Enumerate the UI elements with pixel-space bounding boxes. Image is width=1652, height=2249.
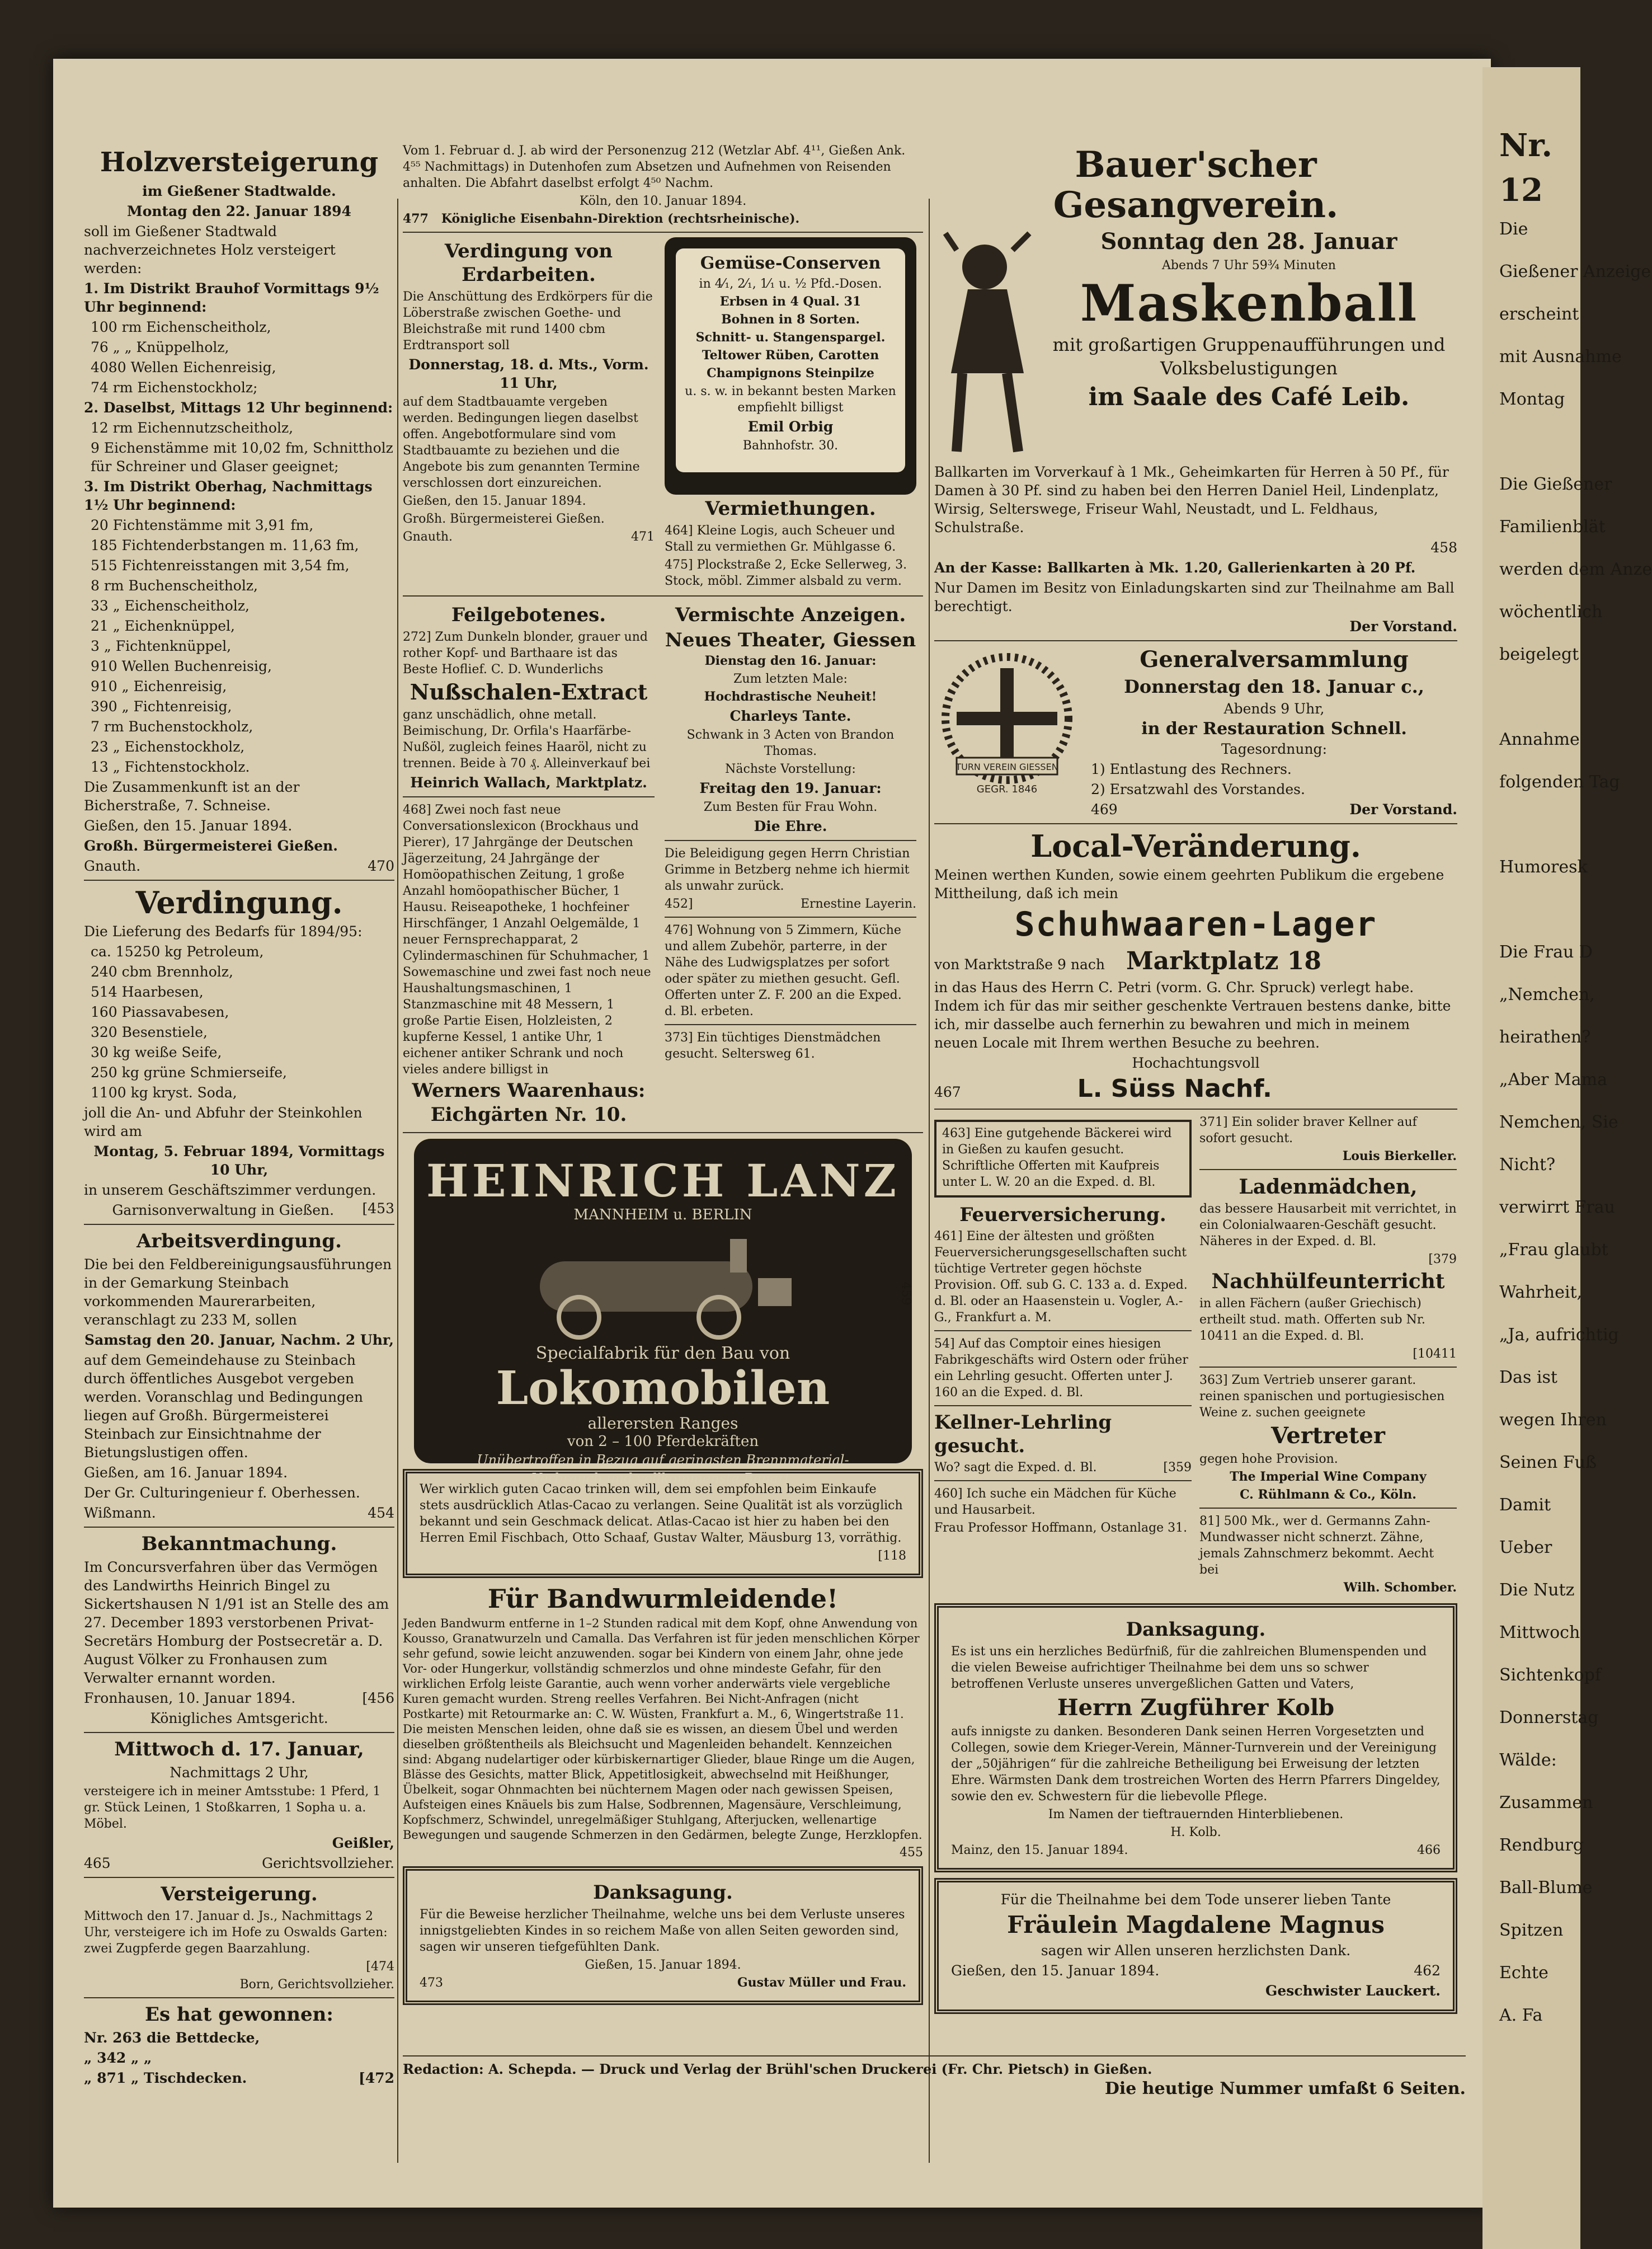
mit-role: Gerichtsvollzieher. (262, 1855, 394, 1871)
list-item: 7 rm Buchenstockholz, (91, 719, 253, 735)
adjacent-line (1499, 899, 1580, 941)
kell-text: Wo? sagt die Exped. d. Bl. (934, 1461, 1097, 1475)
adjacent-line: Gießener Anzeige (1499, 262, 1651, 281)
ver-intro: Die Lieferung des Bedarfs für 1894/95: (84, 923, 363, 940)
nuss-name: Heinrich Wallach, Marktplatz. (410, 774, 647, 791)
list-item: 3 „ Fichtenknüppel, (91, 638, 232, 654)
ad-number: 465 (84, 1855, 111, 1871)
gem-line: Erbsen in 4 Qual. (719, 294, 840, 309)
adjacent-line: werden dem Anze (1499, 560, 1652, 579)
adjacent-line: „Ja, aufrichtig (1499, 1325, 1619, 1345)
nach-title: Nachhülfeunterricht (1211, 1270, 1445, 1293)
dank3-text: Es ist uns ein herzliches Bedürfniß, für die zahlreichen Blumenspenden und die vielen Beweise aufrichtiger Theilnahme bei dem uns so schwer betroffenen Verluste unseres unvergeßlichen Gatten und Vaters, (951, 1645, 1427, 1691)
adjacent-line: Die Gießener (1499, 475, 1612, 494)
gem-line: Bohnen in 8 Sorten. (721, 312, 860, 327)
list-item: 30 kg weiße Seife, (91, 1044, 222, 1060)
bauer-details: Ballkarten im Vorverkauf à 1 Mk., Geheimkarten für Herren à 50 Pf., für Damen à 30 Pf. sind zu haben bei den Herren Daniel Heil, Lindenplatz, Wirsig, Selterswege, Friseur Wahl, Neustadt, und L. Feldhaus, Schulstraße. (934, 464, 1449, 536)
loc-to: Marktplatz 18 (1126, 947, 1322, 975)
adjacent-line: Wahrheit, (1499, 1283, 1583, 1302)
adjacent-line: Ueber (1499, 1538, 1552, 1557)
adjacent-line: Ball-Blume (1499, 1878, 1593, 1898)
loc-shop: Schuhwaaren-Lager (1014, 905, 1377, 944)
gem-title: Gemüse-Conserven (700, 253, 881, 273)
gen-ad (934, 646, 1457, 819)
list-item: 515 Fichtenreisstangen mit 3,54 fm, (91, 557, 350, 574)
erd-title: Verdingung von Erdarbeiten. (444, 240, 613, 286)
adjacent-line: „Nemchen, (1499, 985, 1595, 1004)
bauer-place: im Saale des Café Leib. (1088, 383, 1410, 411)
list-item: 1) Entlastung des Rechners. (1091, 761, 1292, 777)
top-sign: Königliche Eisenbahn-Direktion (rechtsrheinische). (441, 212, 800, 226)
gen-title: Generalversammlung (1140, 646, 1409, 673)
bauer-note: Nur Damen im Besitz von Einladungskarten sind zur Theilnahme am Ball berechtigt. (934, 580, 1455, 614)
gem-addr: Bahnhofstr. 30. (742, 439, 839, 453)
list-item: 13 „ Fichtenstockholz. (91, 759, 250, 775)
dank1-text: Die Beleidigung gegen Herrn Christian Grimme in Betzberg nehme ich hiermit als unwahr zurück. (665, 847, 910, 893)
loc-greet: Hochachtungsvoll (1132, 1055, 1260, 1071)
dank1-name: Ernestine Layerin. (800, 897, 916, 911)
dank2-name: Gustav Müller und Frau. (737, 1975, 906, 1990)
row-erd-gem (403, 237, 923, 591)
vst-text: Mittwoch den 17. Januar d. Js., Nachmittags 2 Uhr, versteigere ich im Hofe zu Oswalds Garten: zwei Zugpferde gegen Baarzahlung. (84, 1909, 388, 1956)
list-item: 910 „ Eichenreisig, (91, 678, 227, 694)
ver-date: Montag, 5. Februar 1894, Vormittags 10 Uhr, (93, 1143, 385, 1178)
ad-number: 471 (631, 530, 655, 544)
list-item: 1100 kg kryst. Soda, (91, 1084, 237, 1101)
dank4-text2: sagen wir Allen unseren herzlichsten Dank. (1041, 1942, 1351, 1959)
top-place: Köln, den 10. Januar 1894. (579, 194, 747, 208)
holz-district: 3. Im Distrikt Oberhag, Nachmittags 1½ Uhr beginnend: (84, 478, 373, 513)
verm-title: Vermiethungen. (705, 497, 876, 520)
arb-name: Wißmann. (84, 1505, 156, 1521)
kell-title: Kellner-Lehrling gesucht. (934, 1411, 1112, 1457)
adjacent-line: heirathen? (1499, 1027, 1591, 1047)
ver-sign: Garnisonverwaltung in Gießen. (112, 1202, 335, 1218)
loc-title: Local-Veränderung. (1030, 828, 1361, 864)
top-text: Vom 1. Februar d. J. ab wird der Personenzug 212 (Wetzlar Abf. 4¹¹, Gießen Ank. 4⁵⁵ Nachmittags) in Dutenhofen zum Absetzen und Aufnehmen von Reisenden anhalten. Die Abfahrt daselbst erfolgt 4⁵⁰ Nachm. (403, 144, 906, 190)
arb-sign: Der Gr. Culturingenieur f. Oberhessen. (84, 1485, 360, 1501)
lanz-ad (414, 1139, 913, 1486)
arb-place: Gießen, am 16. Januar 1894. (84, 1464, 288, 1481)
adjacent-line: Echte (1499, 1963, 1549, 1983)
dank4-ad (934, 1878, 1457, 2014)
list-item: 33 „ Eichenscheitholz, (91, 598, 250, 614)
vert-text: gegen hohe Provision. (1199, 1452, 1338, 1466)
holz-list-1 (84, 318, 394, 397)
adjacent-line: wöchentlich (1499, 602, 1603, 622)
th-desc: Schwank in 3 Acten von Brandon Thomas. (686, 728, 895, 758)
adjacent-line: „Aber Mama (1499, 1070, 1607, 1090)
ad-number: 454 (368, 1505, 394, 1521)
adjacent-line: Spitzen (1499, 1921, 1564, 1940)
ver-text: joll die An- und Abfuhr der Steinkohlen wird am (84, 1105, 363, 1139)
list-item: 8 rm Buchenscheitholz, (91, 577, 258, 594)
lanz-spec: Specialfabrik für den Bau von (535, 1344, 790, 1363)
th-date: Dienstag den 16. Januar: (704, 654, 877, 668)
cacao-text: Wer wirklich guten Cacao trinken will, dem sei empfohlen beim Einkaufe stets ausdrücklich Atlas-Cacao zu verlangen. Seine Qualität ist als vorzüglich bekannt und sein Geschmack delicat. Atlas-Cacao ist hier zu haben bei den Herren Emil Fischbach, Otto Schaaf, Gustav Walter, Mäusburg 13, vorräthig. (420, 1482, 903, 1545)
va-title: Vermischte Anzeigen. (675, 604, 906, 626)
kellner-name: Louis Bierkeller. (1342, 1149, 1457, 1163)
column-1 (84, 143, 394, 2089)
th-next-play: Die Ehre. (754, 818, 827, 834)
erd-sign: Großh. Bürgermeisterei Gießen. (403, 512, 605, 526)
mit-name: Geißler, (332, 1835, 394, 1851)
bauer-time: Abends 7 Uhr 59¾ Minuten (1162, 259, 1336, 273)
nach-text: in allen Fächern (außer Griechisch) ertheilt stud. math. Offerten sub Nr. 10411 an die Exped. d. Bl. (1199, 1297, 1425, 1343)
wein-text: 363] Zum Vertrieb unserer garant. reinen spanischen und portugiesischen Weine z. suchen geeignete (1199, 1373, 1445, 1420)
holz-district: 2. Daselbst, Mittags 12 Uhr beginnend: (84, 400, 393, 416)
th-title: Neues Theater, Giessen (665, 629, 916, 651)
ad-number: [472 (358, 2070, 394, 2086)
th-sub: Zum letzten Male: (733, 672, 848, 686)
gem-line: Teltower Rüben, Carotten (702, 348, 879, 363)
adjacent-line: Die (1499, 219, 1528, 239)
laden-title: Ladenmädchen, (1239, 1175, 1418, 1199)
adjacent-line: Rendburg (1499, 1835, 1584, 1855)
holz-title: Holzversteigerung (100, 147, 379, 178)
loc-from: von Marktstraße 9 nach (934, 956, 1105, 973)
gem-line: Champignons Steinpilze (707, 366, 874, 381)
ad-number: 458 (1430, 539, 1457, 556)
list-item: 475] Plockstraße 2, Ecke Sellerweg, 3. Stock, möbl. Zimmer alsbald zu verm. (665, 558, 907, 588)
th-sub2: Hochdrastische Neuheit! (704, 689, 877, 704)
ad-number: 470 (368, 858, 394, 874)
gen-place: in der Restauration Schnell. (1141, 719, 1407, 739)
gen-sign: Der Vorstand. (1349, 801, 1457, 818)
mad-name: Frau Professor Hoffmann, Ostanlage 31. (934, 1521, 1188, 1535)
lanz-rank: allerersten Ranges (587, 1414, 738, 1433)
gem-line: Schnitt- u. Stangenspargel. (695, 330, 886, 345)
dank2-title: Danksagung. (593, 1881, 733, 1904)
feil-ad (403, 601, 655, 1128)
ad-number: [453 (362, 1200, 394, 1217)
list-item: 185 Fichtenderbstangen m. 11,63 fm, (91, 537, 359, 553)
small-ads-right (1199, 1114, 1457, 1598)
dank3-text2: aufs innigste zu danken. Besonderen Dank seinen Herren Vorgesetzten und Collegen, sowie dem Krieger-Verein, Männer-Turnverein und der Vereinigung der „50jährigen“ für die zahlreiche Betheiligung bei Erweisung der letzten Ehre. Wärmsten Dank dem trostreichen Worten des Herrn Pfarrers Dingeldey, sowie den ev. Schwestern für die liebevolle Pflege. (951, 1725, 1441, 1804)
adjacent-line: Seinen Fuß (1499, 1453, 1597, 1472)
ad-number: 466 (1417, 1843, 1441, 1857)
baeck-text: 463] Eine gutgehende Bäckerei wird in Gießen zu kaufen gesucht. Schriftliche Offerten mit Kaufpreis unter L. W. 20 an die Exped. d. Bl. (942, 1126, 1172, 1189)
bauer-sub: mit großartigen Gruppenaufführungen und Volksbelustigungen (1052, 334, 1446, 379)
ad-number: 467 (934, 1084, 961, 1100)
holz-sign: Großh. Bürgermeisterei Gießen. (84, 838, 338, 854)
arb-text2: auf dem Gemeindehause zu Steinbach durch öffentliches Ausgebot vergeben werden. Voranschlag und Bedingungen liegen auf Großh. Bürgermeisterei Steinbach zur Einsichtnahme der Bietungslustigen offen. (84, 1352, 364, 1461)
ad-number: [379 (1428, 1252, 1457, 1266)
small-ads-left (934, 1114, 1192, 1598)
list-item: 464] Kleine Logis, auch Scheuer und Stall zu vermiethen Gr. Mühlgasse 6. (665, 524, 896, 554)
dank4-text: Für die Theilnahme bei dem Tode unserer lieben Tante (1000, 1891, 1391, 1908)
gen-date: Donnerstag den 18. Januar c., (1124, 676, 1424, 697)
gem-line: u. s. w. in bekannt besten Marken empfiehlt billigst (685, 384, 896, 415)
loc-text2: in das Haus des Herrn C. Petri (vorm. G. Chr. Spruck) verlegt habe. Indem ich für das mir seither geschenkte Vertrauen bestens danke, bitte ich, mir dasselbe auch fernerhin zu bewahren und mich in meinem neuen Locale mit Ihrem werthen Besuche zu beehren. (934, 979, 1451, 1051)
holz-date: Montag den 22. Januar 1894 (127, 203, 351, 219)
th-next: Nächste Vorstellung: (725, 762, 856, 776)
bauer-event: Maskenball (1080, 274, 1418, 333)
adjacent-line: Montag (1499, 389, 1565, 409)
erd-text: Die Anschüttung des Erdkörpers für die Löberstraße zwischen Goethe- und Bleichstraße mit rund 1400 cbm Erdtransport soll (403, 290, 653, 353)
list-item: 9 Eichenstämme mit 10,02 fm, Schnittholz für Schreiner und Glaser geeignet; (91, 440, 393, 475)
band-text: Jeden Bandwurm entferne in 1–2 Stunden radical mit dem Kopf, ohne Anwendung von Kousso, Granatwurzeln und Camalla. Das Verfahren ist für jeden menschlichen Körper sehr gefund, sowie leicht anzuwenden. sogar bei Kindern von einem Jahr, ohne jede Vor- oder Hungerkur, vollständig schmerzlos und ohne mindeste Gefahr, für den wirklichen Erfolg leiste Garantie, auch wenn vorher anderwärts viele vergebliche Kuren gemacht wurden. Streng reelles Verfahren. Bei Nicht-Anfragen (nicht Postkarte) mit Retourmarke an: C. W. Wüsten, Frankfurt a. M., 6, Wingertstraße 11. Die meisten Menschen leiden, ohne daß sie es wissen, an diesem Übel und werden dieselben größtentheils als Bleichsucht und Magenleiden behandelt. Kennzeichen sind: Abgang nudelartiger oder kürbiskernartiger Glieder, blaue Ringe um die Augen, Blässe des Gesichts, matter Blick, Appetitlosigkeit, abwechselnd mit Heißhunger, Übelkeit, sogar Ohnmachten bei nüchternem Magen oder nach gewissen Speisen, Aufsteigen eines Knäuels bis zum Halse, Sodbrennen, Magensäure, Verschleimung, Kopfschmerz, Schwindel, unregelmäßiger Stuhlgang, Afterjucken, wellenartige Bewegungen und saugende Schmerzen in den Gedärmen, belegte Zunge, Herzklopfen. (403, 1617, 923, 1842)
erd-ad (403, 237, 655, 591)
jester-illustration (934, 228, 1041, 463)
adjacent-line: Wälde: (1499, 1750, 1557, 1770)
holz-sub: im Gießener Stadtwalde. (142, 183, 336, 199)
list-item: 910 Wellen Buchenreisig, (91, 658, 272, 674)
werner-addr: Eichgärten Nr. 10. (430, 1104, 627, 1126)
dank2-text: Für die Beweise herzlicher Theilnahme, welche uns bei dem Verluste unseres innigstgeliebten Kindes in so reichem Maße von allen Seiten geworden sind, sagen wir unseren tiefgefühlten Dank. (420, 1908, 905, 1954)
bek-title: Bekanntmachung. (141, 1533, 337, 1555)
ver-text2: in unserem Geschäftszimmer verdungen. (84, 1182, 376, 1198)
newspaper-page (53, 59, 1491, 2208)
adjacent-line: Nemchen, Sie (1499, 1112, 1618, 1132)
list-item: 240 cbm Brennholz, (91, 964, 233, 980)
zahn-text: 81] 500 Mk., wer d. Germanns Zahn-Mundwasser nicht schnerzt. Zähne, jemals Zahnschmerz bekommt. Aecht bei (1199, 1514, 1434, 1577)
baeck-ad (934, 1120, 1192, 1198)
ver-list (84, 942, 394, 1102)
adjacent-line: Zusammen (1499, 1793, 1593, 1813)
gem-line: in 4⁄₁, 2⁄₁, 1⁄₁ u. ½ Pfd.-Dosen. (699, 277, 882, 291)
bauer-ad (934, 228, 1457, 463)
nuss-text: ganz unschädlich, ohne metall. Beimischung, Dr. Orfila's Haarfärbe-Nußöl, zugleich feines Haaröl, nicht zu trennen. Beide à 70 ₰. Alleinverkauf bei (403, 708, 651, 771)
arb-title: Arbeitsverdingung. (137, 1230, 342, 1252)
bek-place: Fronhausen, 10. Januar 1894. (84, 1690, 296, 1706)
conv-text: 468] Zwei noch fast neue Conversationslexicon (Brockhaus und Pierer), 17 Jahrgänge der Deutschen Jägerzeitung, 24 Jahrgänge der Homöopathischen Zeitung, 1 große Anzahl homöopathischer Bücher, 1 Hausu. Reiseapotheke, 1 hochfeiner Hirschfänger, 1 Anzahl Oelgemälde, 1 neuer Fernsprechapparat, 2 Cylindermaschinen für Schuhmacher, 1 Sowemaschine und zwei fast noch neue Haushaltungsmaschinen, 1 Stanzmaschine mit 48 Messern, 1 große Partie Eisen, Holzleisten, 2 kupferne Kessel, 1 antike Uhr, 1 eichener antiker Schrank und noch vieles andere billigst in (403, 803, 651, 1077)
list-item: 2) Ersatzwahl des Vorstandes. (1091, 781, 1305, 797)
lanz-range: von 2 – 100 Pferdekräften (567, 1433, 759, 1450)
emblem-year: GEGR. 1846 (976, 783, 1038, 795)
vst-title: Versteigerung. (161, 1883, 318, 1905)
ad-number: [10411 (1413, 1347, 1457, 1361)
list-item: 160 Piassavabesen, (91, 1004, 229, 1020)
laden-text: das bessere Hausarbeit mit verrichtet, in ein Colonialwaaren-Geschäft gesucht. Näheres in der Exped. d. Bl. (1199, 1202, 1457, 1248)
adjacent-line: Das ist (1499, 1368, 1557, 1387)
arb-text: Die bei den Feldbereinigungsausführungen in der Gemarkung Steinbach vorkommenden Maurerarbeiten, veranschlagt zu 233 M, sollen (84, 1256, 392, 1328)
holz-list-3 (84, 516, 394, 776)
dank3-sig: H. Kolb. (1170, 1825, 1221, 1839)
footer (403, 2051, 1466, 2100)
lanz-name: HEINRICH LANZ (426, 1154, 900, 1207)
dank2-ad (403, 1866, 923, 2005)
column-rule (929, 199, 930, 2163)
adjacent-line: wegen Ihren (1499, 1410, 1607, 1430)
holz-district: 1. Im Distrikt Brauhof Vormittags 9½ Uhr beginnend: (84, 280, 379, 315)
ad-number: 473 (420, 1976, 443, 1990)
gew-title: Es hat gewonnen: (145, 2003, 333, 2026)
holz-place: Gießen, den 15. Januar 1894. (84, 818, 293, 834)
adjacent-line: Die Frau D (1499, 942, 1593, 962)
adjacent-line: A. Fa (1499, 2006, 1543, 2025)
bauer-title: Bauer'scher Gesangverein. (1053, 144, 1339, 226)
dank4-place: Gießen, den 15. Januar 1894. (951, 1962, 1160, 1979)
holz-end: Die Zusammenkunft ist an der Bicherstraße, 7. Schneise. (84, 779, 300, 814)
loc-text: Meinen werthen Kunden, sowie einem geehrten Publikum die ergebene Mittheilung, daß ich mein (934, 867, 1444, 902)
dank3-sub: Im Namen der tieftrauernden Hinterbliebenen. (1048, 1807, 1344, 1821)
gem-ad (665, 237, 916, 495)
bek-sign: Königliches Amtsgericht. (150, 1710, 328, 1726)
list-item: ca. 15250 kg Petroleum, (91, 943, 264, 960)
list-item: 74 rm Eichenstockholz; (91, 379, 258, 396)
bauer-kasse: An der Kasse: Ballkarten à Mk. 1.20, Gallerienkarten à 20 Pf. (934, 560, 1416, 576)
list-item: 76 „ „ Knüppelholz, (91, 339, 229, 355)
column-rule (397, 199, 398, 2163)
list-item: 23 „ Eichenstockholz, (91, 739, 245, 755)
komp-text: 54] Auf das Comptoir eines hiesigen Fabrikgeschäfts wird Ostern oder früher ein Lehrling gesucht. Offerten unter J. 160 an die Exped. d. Bl. (934, 1337, 1188, 1400)
adjacent-line (1499, 814, 1580, 856)
adjacent-line: Annahme (1499, 730, 1580, 749)
list-item: 250 kg grüne Schmierseife, (91, 1064, 287, 1081)
list-item: 21 „ Eichenknüppel, (91, 618, 235, 634)
column-3 (934, 143, 1457, 2020)
vert-comp: The Imperial Wine Company (1230, 1469, 1427, 1484)
erd-place: Gießen, den 15. Januar 1894. (403, 494, 586, 508)
dienst-text: 373] Ein tüchtiges Dienstmädchen gesucht. Seltersweg 61. (665, 1031, 881, 1061)
adjacent-lines (1499, 218, 1652, 2047)
ad-number: [456 (362, 1690, 394, 1706)
dank3-place: Mainz, den 15. Januar 1894. (951, 1843, 1128, 1857)
lanz-city: MANNHEIM u. BERLIN (573, 1206, 752, 1223)
adjacent-line (1499, 431, 1580, 473)
mit-sub: Nachmittags 2 Uhr, (170, 1764, 309, 1781)
ad-number: 31 (844, 294, 862, 309)
adjacent-header: Nr. 12 (1499, 127, 1553, 209)
gew-line: „ 871 „ Tischdecken. (84, 2070, 247, 2086)
ad-number: 462 (1414, 1962, 1441, 1979)
adjacent-line: mit Ausnahme (1499, 347, 1622, 367)
mit-title: Mittwoch d. 17. Januar, (114, 1738, 364, 1760)
vert-addr: C. Rühlmann & Co., Köln. (1240, 1487, 1416, 1502)
kellner-text: 371] Ein solider braver Kellner auf sofort gesucht. (1199, 1115, 1417, 1145)
gem-name: Emil Orbig (747, 419, 834, 435)
lanz-tag: Verbrauch und vollkommenste Bauart. (531, 1471, 794, 1486)
mad-text: 460] Ich suche ein Mädchen für Küche und Hausarbeit. (934, 1487, 1176, 1517)
wohn-text: 476] Wohnung von 5 Zimmern, Küche und allem Zubehör, parterre, in der Nähe des Ludwigsplatzes per sofort oder später zu miethen gesucht. Gefl. Offerten unter Z. F. 200 an die Exped. d. Bl. erbeten. (665, 923, 902, 1018)
adjacent-line: Sichtenkopf (1499, 1665, 1601, 1685)
dank2-place: Gießen, 15. Januar 1894. (585, 1958, 741, 1972)
adjacent-line: Die Nutz (1499, 1580, 1575, 1600)
dank3-title: Danksagung. (1126, 1618, 1266, 1641)
adjacent-line: Mittwoch (1499, 1623, 1580, 1642)
lanz-title: Lokomobilen (496, 1361, 830, 1415)
werner-title: Werners Waarenhaus: (412, 1079, 646, 1102)
adjacent-line: verwirrt Frau (1499, 1198, 1615, 1217)
gew-line: Nr. 263 die Bettdecke, (84, 2030, 260, 2046)
adjacent-line: Nicht? (1499, 1155, 1556, 1175)
turnverein-emblem (934, 646, 1080, 802)
feil-title: Feilgebotenes. (451, 604, 606, 626)
emblem-text: TURN VEREIN GIESSEN (956, 762, 1058, 772)
adjacent-line (1499, 686, 1580, 729)
list-item: 514 Haarbesen, (91, 984, 204, 1000)
dank4-sign: Geschwister Lauckert. (1265, 1983, 1441, 1999)
row-small-ads (934, 1114, 1457, 1598)
adjacent-line: Donnerstag (1499, 1708, 1599, 1727)
list-item: 100 rm Eichenscheitholz, (91, 319, 271, 335)
ad-number: 469 (1091, 801, 1118, 818)
nuss-title: Nußschalen-Extract (410, 679, 648, 705)
list-item: 12 rm Eichennutzscheitholz, (91, 420, 294, 436)
gem-column (665, 237, 916, 591)
holz-intro: soll im Gießener Stadtwald nachverzeichnetes Holz versteigert werden: (84, 223, 336, 276)
dank3-name: Herrn Zugführer Kolb (1057, 1694, 1335, 1721)
ad-number: [474 (366, 1960, 394, 1974)
imprint: Redaction: A. Schepda. — Druck und Verlag der Brühl'schen Druckerei (Fr. Chr. Pietsch) in Gießen. (403, 2061, 1152, 2077)
gew-line: „ 342 „ „ (84, 2050, 152, 2066)
adjacent-line: Humoresk (1499, 857, 1588, 877)
ad-number: [359 (1163, 1461, 1192, 1475)
ad-number: [118 (878, 1549, 906, 1563)
ver-title: Verdingung. (135, 885, 343, 921)
th-benefit: Zum Besten für Frau Wohn. (703, 800, 878, 814)
arb-date: Samstag den 20. Januar, Nachm. 2 Uhr, (84, 1332, 394, 1348)
adjacent-line: beigelegt (1499, 645, 1579, 664)
band-title: Für Bandwurmleidende! (487, 1584, 839, 1614)
dank4-name: Fräulein Magdalene Magnus (1007, 1911, 1385, 1938)
holz-list-2 (84, 419, 394, 476)
feuer-title: Feuerversicherung. (959, 1204, 1166, 1226)
ad-number: 459 (898, 1281, 913, 1306)
holz-name: Gnauth. (84, 858, 141, 874)
feuer-text: 461] Eine der ältesten und größten Feuerversicherungsgesellschaften sucht tüchtige Vertreter gegen höchste Provision. Off. sub G. C. 133 a. d. Exped. d. Bl. oder an Haasenstein u. Vogler, A.-G., Frankfurt a. M. (934, 1229, 1188, 1325)
list-item: 4080 Wellen Eichenreisig, (91, 359, 276, 375)
lanz-tag: Unübertroffen in Bezug auf geringsten Brennmaterial- (477, 1452, 849, 1468)
mit-text: versteigere ich in meiner Amtsstube: 1 Pferd, 1 gr. Stück Leinen, 1 Stoßkarren, 1 Sopha u. a. Möbel. (84, 1785, 381, 1831)
locomobile-illustration (517, 1228, 808, 1340)
list-item: 390 „ Fichtenreisig, (91, 698, 232, 715)
erd-text2: auf dem Stadtbauamte vergeben werden. Bedingungen liegen daselbst offen. Angebotformulare sind vom Stadtbauamte zu beziehen und die Angebote bis zum genannten Termine verschlossen dort einzureichen. (403, 395, 640, 490)
dank3-ad (934, 1603, 1457, 1872)
adjacent-line: Damit (1499, 1495, 1551, 1515)
list-item: 320 Besenstiele, (91, 1024, 208, 1040)
row-feil-va (403, 601, 923, 1128)
bauer-sign: Der Vorstand. (1349, 618, 1457, 635)
adjacent-page (1482, 67, 1652, 2249)
adjacent-line: erscheint (1499, 304, 1579, 324)
loc-name: L. Süss Nachf. (1077, 1074, 1272, 1103)
vert-title: Vertreter (1271, 1422, 1385, 1449)
adjacent-line: folgenden Tag (1499, 772, 1620, 792)
zahn-name: Wilh. Schomber. (1343, 1580, 1457, 1595)
vst-name: Born, Gerichtsvollzieher. (239, 1978, 394, 1992)
th-play: Charleys Tante. (729, 708, 851, 724)
va-column (665, 601, 916, 1128)
column-2 (403, 143, 923, 2011)
th-next-date: Freitag den 19. Januar: (699, 780, 882, 796)
bauer-text (1041, 228, 1457, 463)
ad-number: 477 (403, 212, 429, 226)
adjacent-line: „Frau glaubt (1499, 1240, 1608, 1260)
gen-time: Abends 9 Uhr, (1223, 701, 1325, 717)
ad-number: 452] (665, 897, 693, 911)
bek-text: Im Concursverfahren über das Vermögen des Landwirths Heinrich Bingel zu Sickertshausen N 1/91 ist an Stelle des am 27. December 1893 verstorbenen Privat-Secretärs Homburg der Postsecretär a. D. August Völker zu Fronhausen zum Verwalter ernannt worden. (84, 1559, 389, 1686)
adjacent-line: Familienblät (1499, 517, 1606, 537)
bauer-date: Sonntag den 28. Januar (1100, 228, 1397, 255)
erd-name: Gnauth. (403, 530, 453, 544)
ad-number: 455 (900, 1846, 923, 1860)
page-count: Die heutige Nummer umfaßt 6 Seiten. (1104, 2079, 1466, 2098)
feil-text: 272] Zum Dunkeln blonder, grauer und rother Kopf- und Barthaare ist das Beste Hoflief. C. D. Wunderlichs (403, 630, 648, 677)
list-item: 20 Fichtenstämme mit 3,91 fm, (91, 517, 314, 533)
erd-date: Donnerstag, 18. d. Mts., Vorm. 11 Uhr, (408, 356, 649, 391)
gen-order: Tagesordnung: (1221, 741, 1327, 757)
